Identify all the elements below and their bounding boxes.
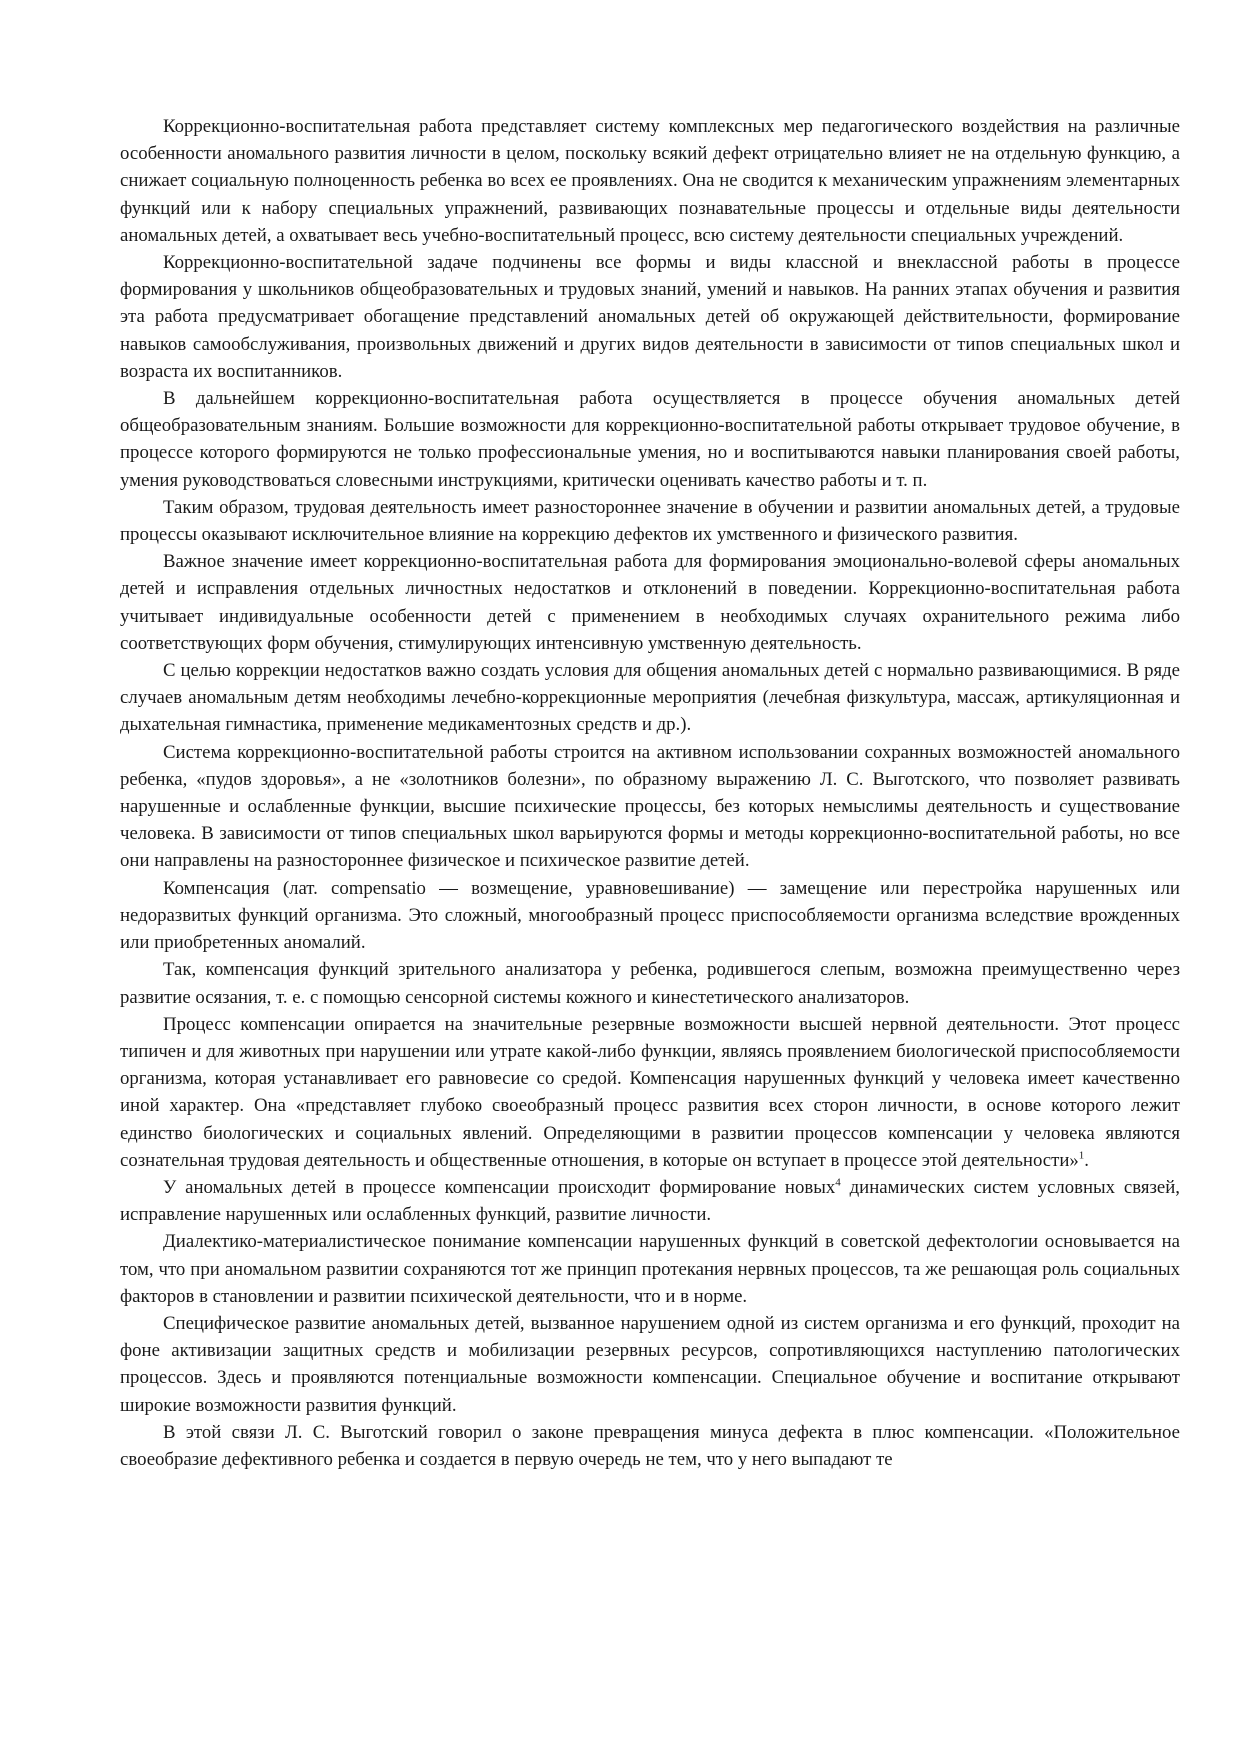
- paragraph-specific-development: Специфическое развитие аномальных детей, вызванное нарушением одной из систем организма и его функций, проходит на фоне активизации защитных средств и мобилизации резервных ресурсов, сопротивляющихся наступлению патологических процессов. Здесь и проявляются потенциальные возможности компенсации. Специальное обучение и воспитание открывают широкие возможности развития функций.: [120, 1312, 1180, 1416]
- paragraph-anomalous-children-text-a: У аномальных детей в процессе компенсации происходит формирование новых: [163, 1176, 836, 1198]
- document-page: [120, 113, 1180, 1473]
- paragraph-compensation-process-text: Процесс компенсации опирается на значительные резервные возможности высшей нервной деятельности. Этот процесс типичен и для животных при нарушении или утрате какой-либо функции, являясь проявлением биологической приспособляемости организма, которая устанавливает его равновесие со средой. Компенсация нарушенных функций у человека имеет качественно иной характер. Она «представляет глубоко своеобразный процесс развития всех сторон личности, в основе которого лежит единство биологических и социальных явлений. Определяющими в развитии процессов компенсации у человека являются сознательная трудовая деятельность и общественные отношения, в которые он вступает в процессе этой деятельности»: [120, 1013, 1180, 1171]
- paragraph-compensation-definition: Компенсация (лат. compensatio — возмещение, уравновешивание) — замещение или перестройка нарушенных или недоразвитых функций организма. Это сложный, многообразный процесс приспособляемости организма вследствие врожденных или приобретенных аномалий.: [120, 877, 1180, 954]
- paragraph-visual-analyzer: Так, компенсация функций зрительного анализатора у ребенка, родившегося слепым, возможна преимущественно через развитие осязания, т. е. с помощью сенсорной системы кожного и кинестетического анализаторов.: [120, 959, 1180, 1008]
- paragraph-dialectical: Диалектико-материалистическое понимание компенсации нарушенных функций в советской дефектологии основывается на том, что при аномальном развитии сохраняются тот же принцип протекания нервных процессов, та же решающая роль социальных факторов в становлении и развитии психической деятельности, что и в норме.: [120, 1231, 1180, 1307]
- paragraph-emotional-sphere: Важное значение имеет коррекционно-воспитательная работа для формирования эмоционально-волевой сферы аномальных детей и исправления отдельных личностных недостатков и отклонений в поведении. Коррекционно-воспитательная работа учитывает индивидуальные особенности детей с применением в необходимых случаях охранительного режима либо соответствующих форм обучения, стимулирующих интенсивную умственную деятельность.: [120, 551, 1180, 654]
- paragraph-anomalous-children: [120, 1174, 1180, 1228]
- paragraph-correctional-task: Коррекционно-воспитательной задаче подчинены все формы и виды классной и внеклассной работы в процессе формирования у школьников общеобразовательных и трудовых знаний, умений и навыков. На ранних этапах обучения и развития эта работа предусматривает обогащение представлений аномальных детей об окружающей действительности, формирование навыков самообслуживания, произвольных движений и других видов деятельности в зависимости от типов специальных школ и возраста их воспитанников.: [120, 252, 1180, 382]
- footnote-marker-4: 4: [835, 1176, 841, 1189]
- paragraph-further-work: В дальнейшем коррекционно-воспитательная работа осуществляется в процессе обучения аномальных детей общеобразовательным знаниям. Большие возможности для коррекционно-воспитательной работы открывает трудовое обучение, в процессе которого формируются не только профессиональные умения, но и воспитываются навыки планирования своей работы, умения руководствоваться словесными инструкциями, критически оценивать качество работы и т. п.: [120, 388, 1180, 491]
- paragraph-anomalous-children-text-b: динамических систем условных связей, исправление нарушенных или ослабленных функций, развитие личности.: [120, 1176, 1180, 1226]
- paragraph-communication: С целью коррекции недостатков важно создать условия для общения аномальных детей с нормально развивающимися. В ряде случаев аномальным детям необходимы лечебно-коррекционные мероприятия (лечебная физкультура, массаж, артикуляционная и дыхательная гимнастика, применение медикаментозных средств и др.).: [120, 660, 1180, 736]
- footnote-marker-1: 1: [1078, 1149, 1085, 1162]
- paragraph-vygotsky: В этой связи Л. С. Выготский говорил о законе превращения минуса дефекта в плюс компенсации. «Положительное своеобразие дефективного ребенка и создается в первую очередь не тем, что у него выпадают те: [120, 1421, 1180, 1470]
- paragraph-system: Система коррекционно-воспитательной работы строится на активном использовании сохранных возможностей аномального ребенка, «пудов здоровья», а не «золотников болезни», по образному выражению Л. С. Выготского, что позволяет развивать нарушенные и ослабленные функции, высшие психические процессы, без которых немыслимы деятельность и существование человека. В зависимости от типов специальных школ варьируются формы и методы коррекционно-воспитательной работы, но все они направлены на разностороннее физическое и психическое развитие детей.: [120, 741, 1180, 872]
- paragraph-compensation-process: Процесс компенсации опирается на значительные резервные возможности высшей нервной деятельности. Этот процесс типичен и для животных при нарушении или утрате какой-либо функции, являясь проявлением биологической приспособляемости организма, которая устанавливает его равновесие со средой. Компенсация нарушенных функций у человека имеет качественно иной характер. Она «представляет глубоко своеобразный процесс развития всех сторон личности, в основе которого лежит единство биологических и социальных явлений. Определяющими в развитии процессов компенсации у человека являются сознательная трудовая деятельность и общественные отношения, в которые он вступает в процессе этой деятельности»$^1$.: [120, 1013, 1180, 1171]
- paragraph-labor-activity: Таким образом, трудовая деятельность имеет разностороннее значение в обучении и развитии аномальных детей, а трудовые процессы оказывают исключительное влияние на коррекцию дефектов их умственного и физического развития.: [120, 496, 1180, 546]
- paragraph-correctional-work: Коррекционно-воспитательная работа представляет систему комплексных мер педагогического воздействия на различные особенности аномального развития личности в целом, поскольку всякий дефект отрицательно влияет не на отдельную функцию, а снижает социальную полноценность ребенка во всех ее проявлениях. Она не сводится к механическим упражнениям элементарных функций или к набору специальных упражнений, развивающих познавательные процессы и отдельные виды деятельности аномальных детей, а охватывает весь учебно-воспитательный процесс, всю систему деятельности специальных учреждений.: [120, 116, 1180, 246]
